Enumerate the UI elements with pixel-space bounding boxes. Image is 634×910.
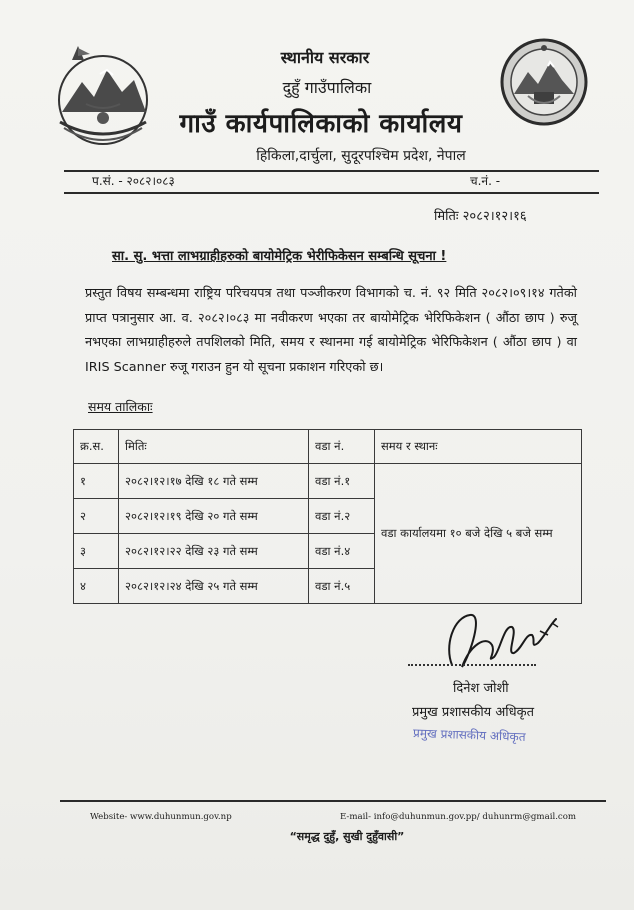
header-ward: वडा नं. (309, 430, 375, 464)
row-date: २०८२।१२।१९ देखि २० गते सम्म (119, 499, 309, 534)
signer-name: दिनेश जोशी (453, 681, 509, 696)
rural-municipality-name: दुहुँ गाउँपालिका (282, 78, 372, 97)
notice-date: मितिः २०८२।१२।१६ (434, 209, 527, 224)
table-row (74, 464, 582, 499)
office-title: गाउँ कार्यपालिकाको कार्यालय (179, 109, 463, 139)
row-venue: वडा कार्यालयमा १० बजे देखि ५ बजे सम्म (375, 464, 582, 604)
table-header-row (74, 430, 582, 464)
footer-website: Website- www.duhunmun.gov.np (90, 812, 232, 822)
local-government-heading: स्थानीय सरकार (280, 48, 370, 67)
signature-icon (440, 605, 560, 685)
row-ward: वडा नं.४ (309, 534, 375, 569)
timetable-label: समय तालिकाः (88, 399, 153, 414)
notice-subject: सा. सु. भत्ता लाभग्राहीहरुको बायोमेट्रिक भेरीफिकेसन सम्बन्धि सूचना ! (112, 249, 447, 264)
row-serial: ४ (74, 569, 119, 604)
dispatch-number: च.नं. - (470, 174, 501, 188)
row-ward: वडा नं.५ (309, 569, 375, 604)
office-address: हिकिला,दार्चुला, सुदूरपश्चिम प्रदेश, नेपाल (256, 148, 466, 164)
row-date: २०८२।१२।२४ देखि २५ गते सम्म (119, 569, 309, 604)
header-serial: क्र.स. (74, 430, 119, 464)
signer-title: प्रमुख प्रशासकीय अधिकृत (412, 705, 535, 720)
header-bottom-rule (64, 192, 599, 194)
row-serial: ३ (74, 534, 119, 569)
row-serial: १ (74, 464, 119, 499)
row-ward: वडा नं.२ (309, 499, 375, 534)
row-serial: २ (74, 499, 119, 534)
footer-email: E-mail- info@duhunmun.gov.pp/ duhunrm@gmail.com (340, 812, 577, 822)
reference-number: प.सं. - २०८२।०८३ (92, 174, 175, 188)
office-stamp: प्रमुख प्रशासकीय अधिकृत (412, 726, 526, 744)
signature-line (408, 664, 536, 666)
row-ward: वडा नं.१ (309, 464, 375, 499)
row-date: २०८२।१२।२२ देखि २३ गते सम्म (119, 534, 309, 569)
header-time-place: समय र स्थानः (375, 430, 582, 464)
footer-rule (60, 800, 606, 802)
footer-slogan: “समृद्ध दुहुँ, सुखी दुहुँवासी” (289, 830, 405, 843)
header-date: मितिः (119, 430, 309, 464)
schedule-table (73, 429, 582, 604)
notice-body: प्रस्तुत विषय सम्बन्धमा राष्ट्रिय परिचयपत्र तथा पञ्जीकरण विभागको च. नं. ९२ मिति २०८२।०९।१४ गतेको प्राप्त पत्रानुसार आ. व. २०८२।०८३ मा नवीकरण भएका तर बायोमेट्रिक भेरिफिकेशन ( औंठा छाप ) रुजू नभएका लाभग्राहीहरुले तपशिलको मिति, समय र स्थानमा गई बायोमेट्रिक भेरिफिकेशन ( औंठा छाप ) वा IRIS Scanner रुजू गराउन हुन यो सूचना प्रकाशन गरिएको छ। (85, 286, 577, 375)
row-date: २०८२।१२।१७ देखि १८ गते सम्म (119, 464, 309, 499)
